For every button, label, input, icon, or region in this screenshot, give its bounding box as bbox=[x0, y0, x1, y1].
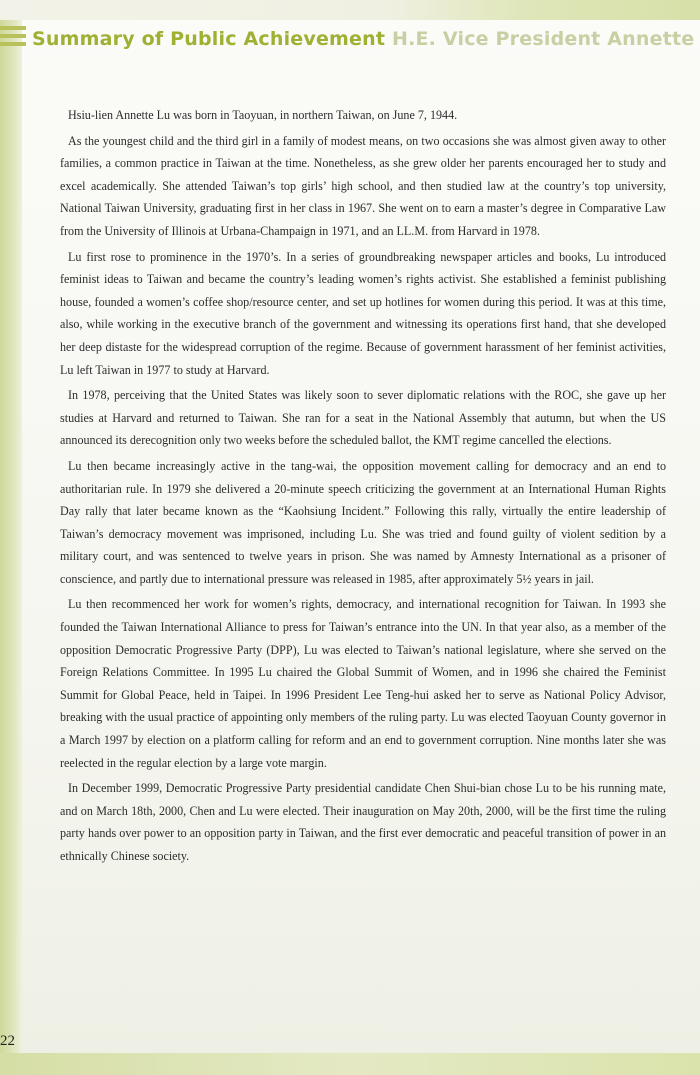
paragraph: In 1978, perceiving that the United States was likely soon to sever diplomatic relations with the ROC, she gave up her studies at Harvard and returned to Taiwan. She ran for a seat in the National Assembly that autumn, but when the US announced its derecognition only two weeks before the scheduled ballot, the KMT regime cancelled the elections. bbox=[60, 388, 666, 448]
paragraph: Lu first rose to prominence in the 1970’s. In a series of groundbreaking newspaper articles and books, Lu introduced feminist ideas to Taiwan and became the country’s leading women’s rights activist. She established a feminist publishing house, founded a women’s coffee shop/resource center, and set up hotlines for women during this period. It was at this time, also, while working in the executive branch of the government and witnessing its operations first hand, that she developed her deep distaste for the widespread corruption of the regime. Because of government harassment of her feminist activities, Lu left Taiwan in 1977 to study at Harvard. bbox=[60, 249, 666, 377]
left-decorative-band bbox=[0, 20, 22, 1055]
page-number: 22 bbox=[0, 1033, 15, 1049]
paragraph: Hsiu-lien Annette Lu was born in Taoyuan, in northern Taiwan, on June 7, 1944. bbox=[68, 108, 458, 122]
article-body bbox=[60, 104, 666, 871]
paragraph: Lu then became increasingly active in the tang-wai, the opposition movement calling for democracy and an end to authoritarian rule. In 1979 she delivered a 20-minute speech criticizing the government at an International Human Rights Day rally that later became known as the “Kaohsiung Incident.” Following this rally, virtually the entire leadership of Taiwan’s democracy movement was imprisoned, including Lu. She was tried and found guilty of violent sedition by a military court, and was sentenced to twelve years in prison. She was named by Amnesty International as a prisoner of conscience, and partly due to international pressure was released in 1985, after approximately 5½ years in jail. bbox=[60, 458, 666, 586]
top-decorative-band bbox=[0, 0, 700, 20]
page-title-main: Summary of Public Achievement bbox=[32, 28, 386, 50]
page-title-sub: H.E. Vice President Annette bbox=[391, 28, 695, 50]
title-bars-icon bbox=[0, 26, 26, 56]
bottom-decorative-band bbox=[0, 1053, 700, 1075]
paragraph: In December 1999, Democratic Progressive Party presidential candidate Chen Shui-bian chose Lu to be his running mate, and on March 18th, 2000, Chen and Lu were elected. Their inauguration on May 20th, 2000, will be the first time the ruling party hands over power to an opposition party in Taiwan, and the first ever democratic and peaceful transition of power in an ethnically Chinese society. bbox=[60, 781, 666, 863]
page-title bbox=[32, 28, 695, 50]
paragraph: As the youngest child and the third girl in a family of modest means, on two occasions she was almost given away to other families, a common practice in Taiwan at the time. Nonetheless, as she grew older her parents encouraged her to study and excel academically. She attended Taiwan’s top girls’ high school, and then studied law at the country’s top university, National Taiwan University, graduating first in her class in 1967. She went on to earn a master’s degree in Comparative Law from the University of Illinois at Urbana-Champaign in 1971, and an LL.M. from Harvard in 1978. bbox=[60, 133, 666, 238]
paragraph: Lu then recommenced her work for women’s rights, democracy, and international recognition for Taiwan. In 1993 she founded the Taiwan International Alliance to press for Taiwan’s entrance into the UN. In that year also, as a member of the opposition Democratic Progressive Party (DPP), Lu was elected to Taiwan’s national legislature, where she served on the Foreign Relations Committee. In 1995 Lu chaired the Global Summit of Women, and in 1996 she chaired the Feminist Summit for Global Peace, held in Taipei. In 1996 President Lee Teng-hui asked her to serve as National Policy Advisor, breaking with the usual practice of appointing only members of the ruling party. Lu was elected Taoyuan County governor in a March 1997 by election on a platform calling for reform and an end to government corruption. Nine months later she was reelected in the regular election by a large vote margin. bbox=[60, 597, 666, 770]
